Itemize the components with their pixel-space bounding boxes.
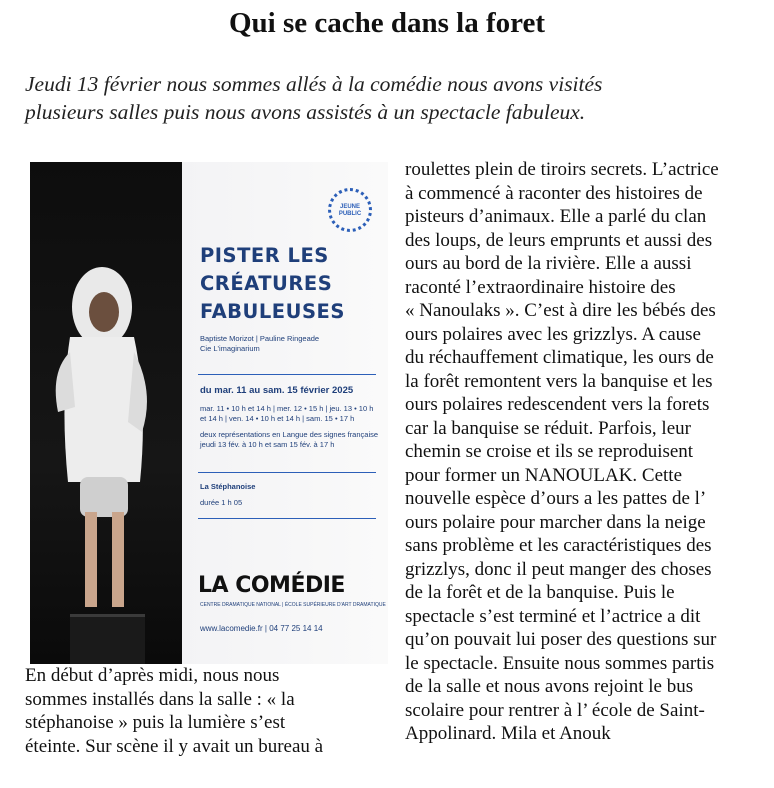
actress-photo bbox=[30, 162, 182, 664]
text-line: pisteurs d’animaux. Elle a parlé du clan bbox=[405, 206, 707, 227]
text-line: sommes installés dans la salle : « la bbox=[25, 688, 295, 710]
poster-lsf-line: jeudi 13 fév. à 10 h et sam 15 fév. à 17 h bbox=[200, 440, 335, 449]
poster-credits bbox=[200, 334, 388, 354]
intro-paragraph bbox=[25, 70, 765, 126]
text-line: stéphanoise » puis la lumière s’est bbox=[25, 712, 286, 733]
poster-url: www.lacomedie.fr | 04 77 25 14 14 bbox=[200, 624, 323, 633]
text-line: de la forêt et de la banquise. Puis le bbox=[405, 582, 675, 603]
text-line: des loups, de leurs emprunts et aussi des bbox=[405, 229, 713, 251]
poster-dates: du mar. 11 au sam. 15 février 2025 bbox=[200, 385, 354, 396]
intro-line: plusieurs salles puis nous avons assistés à un spectacle fabuleux. bbox=[25, 100, 586, 124]
text-line: la forêt remontent vers la banquise et les bbox=[405, 370, 713, 392]
text-line: spectacle s’est terminé et l’actrice a dit bbox=[405, 605, 701, 627]
text-line: grizzlys, donc il peut manger des choses bbox=[405, 558, 712, 580]
poster-title-line: CRÉATURES bbox=[200, 272, 333, 295]
text-line: ours polaires avec les grizzlys. A cause bbox=[405, 323, 701, 345]
badge-text: JEUNE PUBLIC bbox=[338, 204, 362, 217]
intro-line: Jeudi 13 février nous sommes allés à la comédie nous avons visités bbox=[25, 72, 603, 96]
poster-title-line: PISTER LES bbox=[200, 244, 329, 267]
poster-venue: La Stéphanoise bbox=[200, 482, 256, 491]
text-line: de la salle et nous avons rejoint le bus bbox=[405, 676, 694, 697]
text-line: car la banquise se réduit. Parfois, leur bbox=[405, 417, 691, 439]
text-line: ours polaire pour marcher dans la neige bbox=[405, 511, 706, 533]
text-line: Appolinard. Mila et Anouk bbox=[405, 723, 611, 744]
poster-schedule-line: et 14 h | ven. 14 • 10 h et 14 h | sam. 15 • 17 h bbox=[200, 414, 355, 423]
poster-divider bbox=[198, 472, 376, 473]
performer-figure bbox=[30, 162, 182, 664]
article-title: Qui se cache dans la foret bbox=[228, 7, 546, 39]
text-line: nouvelle espèce d’ours a les pattes de l’ bbox=[405, 488, 707, 509]
text-line: pour former un NANOULAK. Cette bbox=[405, 464, 683, 486]
poster-credit-line: Baptiste Morizot | Pauline Ringeade bbox=[200, 334, 320, 343]
text-line: « Nanoulaks ». C’est à dire les bébés des bbox=[405, 300, 716, 321]
text-line: qu’on pouvait lui poser des questions sur bbox=[405, 629, 717, 650]
poster-schedule-line: mar. 11 • 10 h et 14 h | mer. 12 • 15 h | jeu. 13 • 10 h bbox=[200, 404, 374, 413]
la-comedie-logo: LA COMÉDIE bbox=[198, 573, 345, 598]
poster-divider bbox=[198, 518, 376, 519]
poster-lsf-line: deux représentations en Langue des signes française bbox=[200, 430, 379, 439]
right-text-column bbox=[405, 158, 765, 746]
poster-lsf bbox=[200, 430, 388, 450]
poster-title bbox=[200, 242, 370, 326]
text-line: ours polaires redescendent vers la forets bbox=[405, 394, 710, 415]
text-line: En début d’après midi, nous nous bbox=[25, 665, 280, 686]
text-line: le spectacle. Ensuite nous sommes partis bbox=[405, 652, 715, 674]
poster-credit-line: Cie L'imaginarium bbox=[200, 344, 260, 353]
text-line: du réchauffement climatique, les ours de bbox=[405, 347, 714, 368]
text-line: ours au bord de la rivière. Elle a aussi bbox=[405, 253, 692, 274]
text-line: sans problème et les caractéristiques des bbox=[405, 535, 712, 556]
text-line: éteinte. Sur scène il y avait un bureau à bbox=[25, 735, 324, 757]
text-line: roulettes plein de tiroirs secrets. L’actrice bbox=[405, 159, 719, 180]
left-text-column bbox=[25, 664, 395, 758]
jeune-public-badge bbox=[328, 188, 372, 232]
poster-title-line: FABULEUSES bbox=[200, 300, 345, 323]
text-line: chemin se croise et ils se reproduisent bbox=[405, 441, 694, 462]
poster-duration: durée 1 h 05 bbox=[200, 498, 243, 507]
poster-photo bbox=[30, 162, 388, 664]
poster-divider bbox=[198, 374, 376, 375]
poster-schedule bbox=[200, 404, 388, 424]
poster-brand-subtitle: CENTRE DRAMATIQUE NATIONAL | ÉCOLE SUPÉRIEURE D'ART DRAMATIQUE bbox=[200, 602, 386, 608]
text-line: scolaire pour rentrer à l’ école de Saint- bbox=[405, 699, 705, 721]
text-line: à commencé à raconter des histoires de bbox=[405, 182, 703, 204]
text-line: raconté l’extraordinaire histoire des bbox=[405, 276, 676, 298]
